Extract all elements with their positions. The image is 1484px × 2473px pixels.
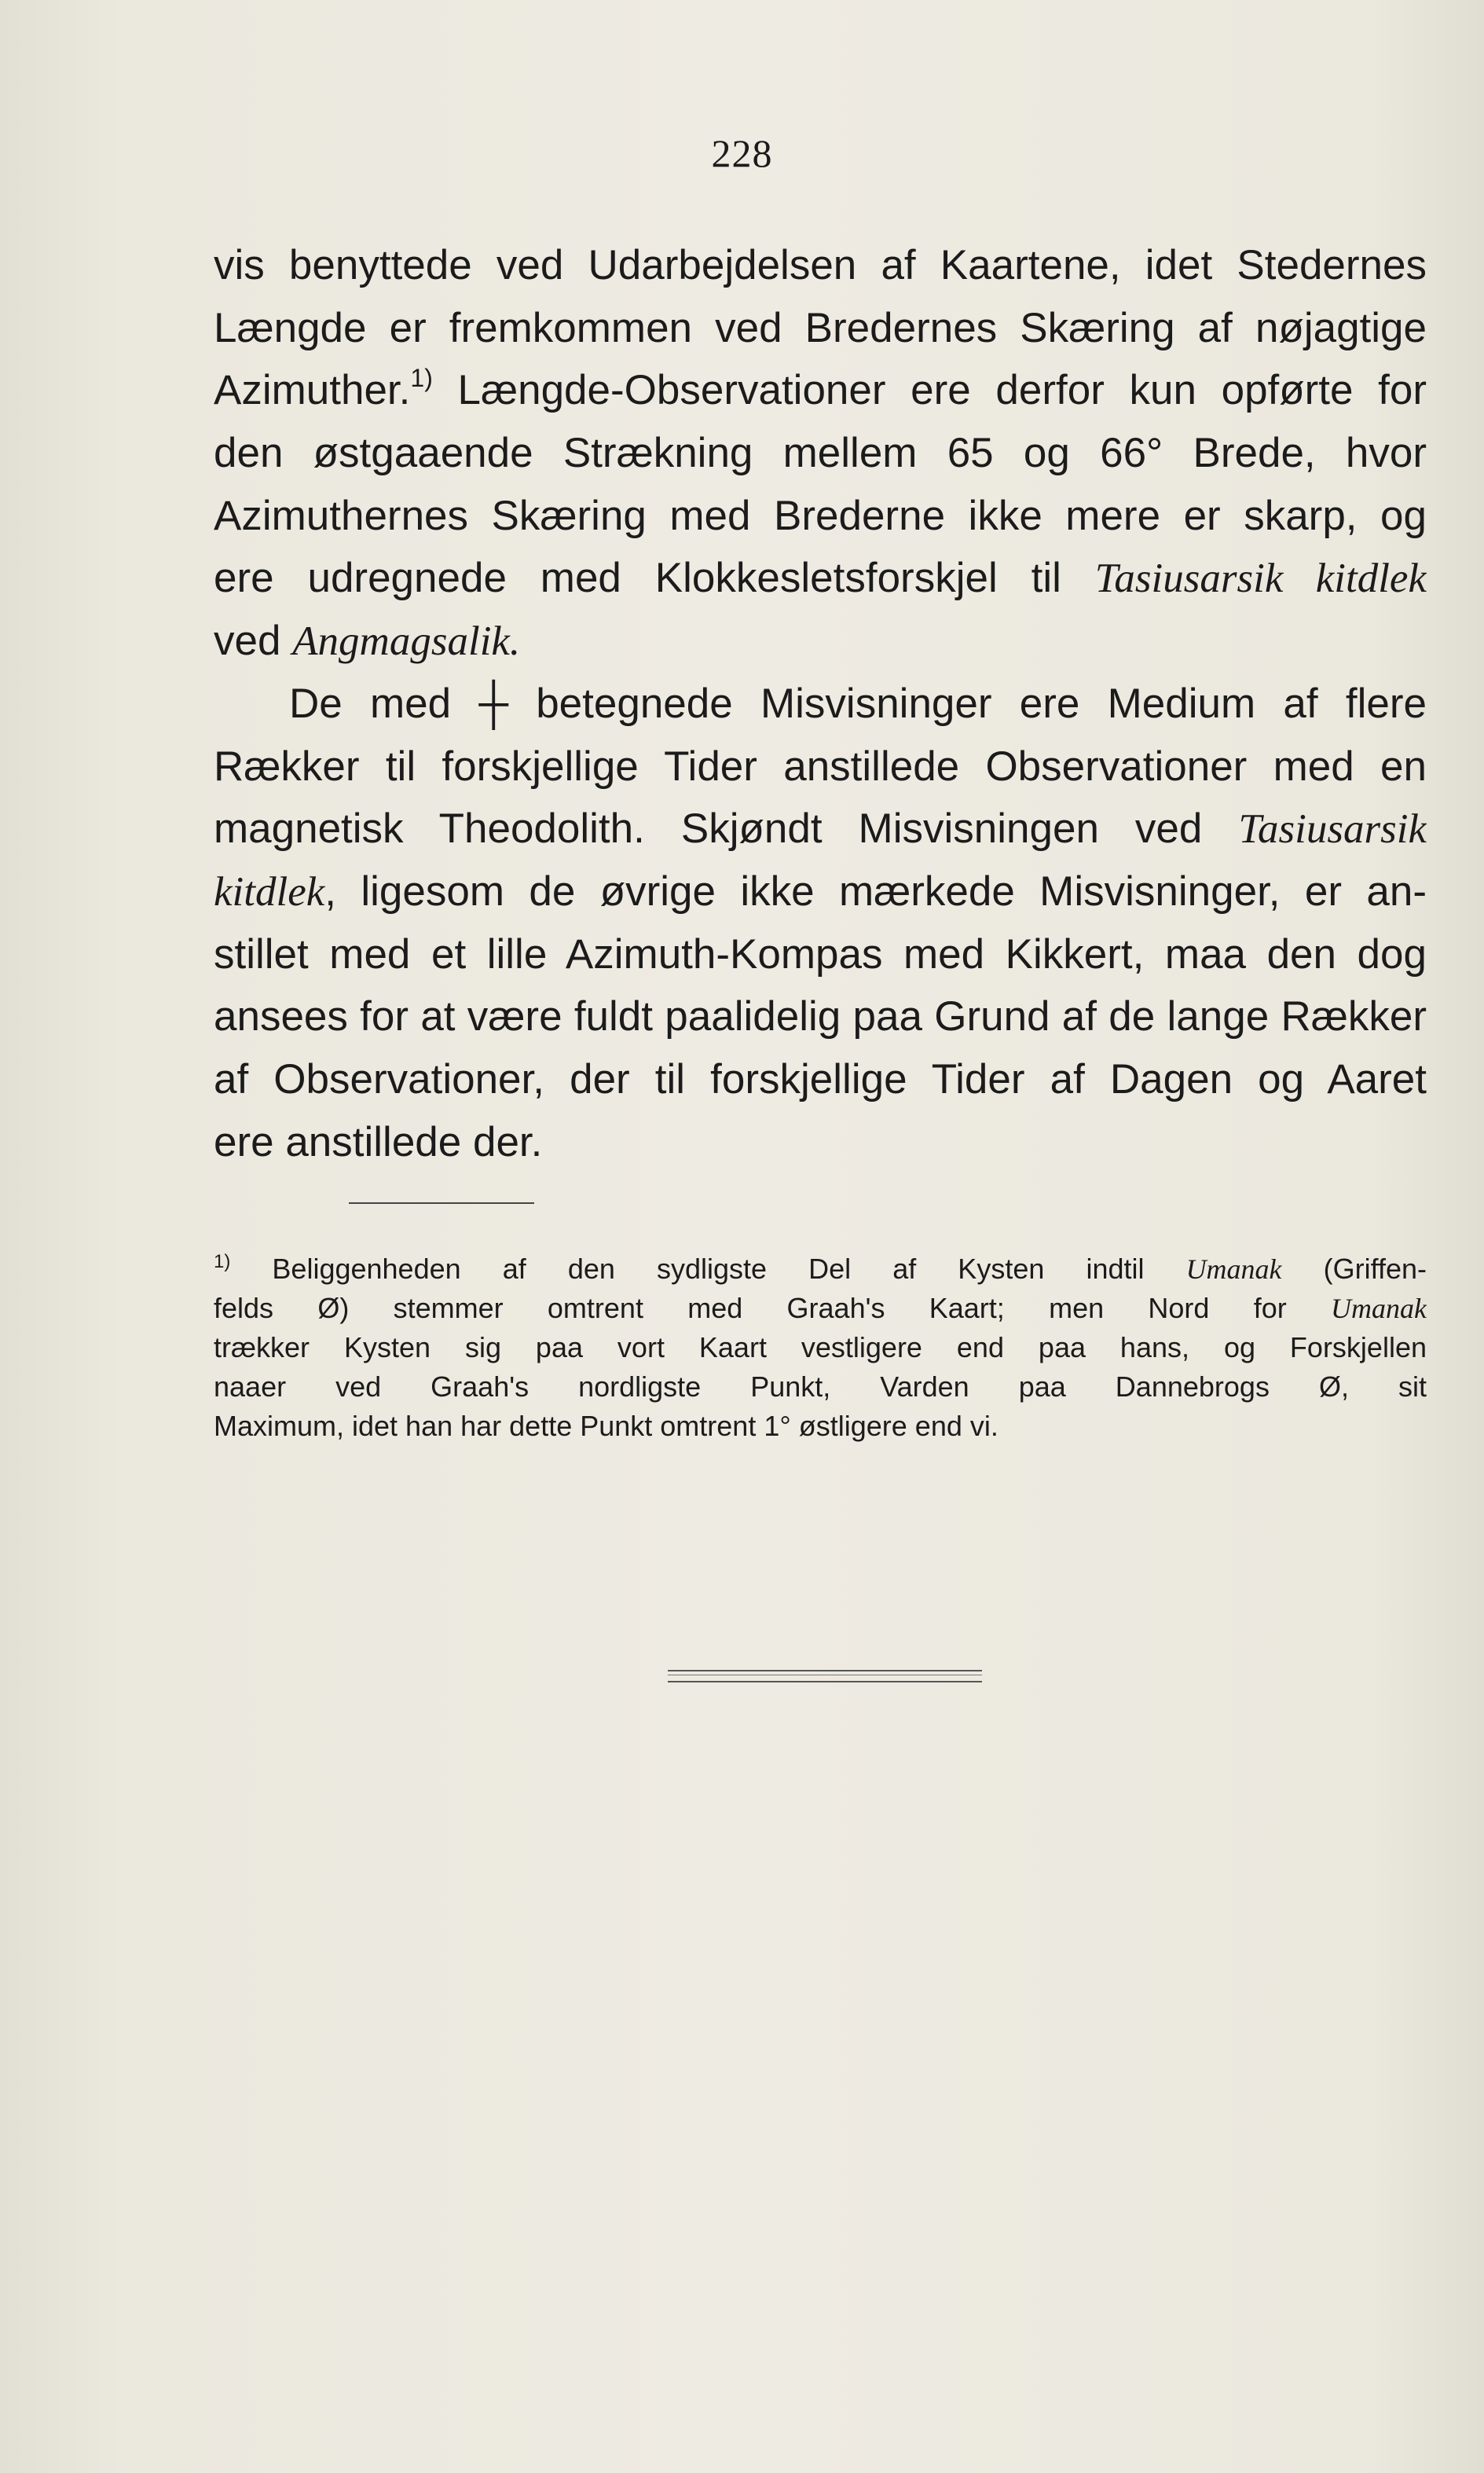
text-line (214, 610, 1427, 673)
text-line (214, 798, 1427, 860)
text-segment: ere udregnede med Klokkesletsforskjel til (214, 555, 1095, 602)
place-name: Tasiusarsik kitdlek (1094, 556, 1427, 602)
text-line (214, 359, 1427, 422)
place-name: Tasiusarsik (1238, 806, 1427, 853)
footnote-line: Maximum, idet han har dette Punkt omtrent 1° østligere end vi. (214, 1410, 998, 1442)
footnote-line: trækker Kysten sig paa vort Kaart vestligere end paa hans, og Forskjellen (214, 1331, 1427, 1363)
text-line: Længde er fremkommen ved Bredernes Skæring af nøjagtige (214, 304, 1427, 351)
text-line: Azimuthernes Skæring med Brederne ikke mere er skarp, og (214, 492, 1427, 539)
text-line: den østgaaende Strækning mellem 65 og 66° Brede, hvor (214, 430, 1427, 477)
footnote-marker: 1) (214, 1251, 231, 1272)
text-segment: Længde-Observationer ere derfor kun opførte for (432, 367, 1427, 414)
text-line (214, 860, 1427, 923)
text-segment: Beliggenheden af den sydligste Del af Kysten indtil (230, 1253, 1186, 1285)
footnote-line: naaer ved Graah's nordligste Punkt, Varden paa Dannebrogs Ø, sit (214, 1370, 1427, 1403)
place-name: Angmagsalik. (292, 618, 521, 665)
text-line: af Observationer, der til forskjellige Tider af Dagen og Aaret (214, 1055, 1427, 1103)
text-line: Rækker til forskjellige Tider anstillede Observationer med en (214, 743, 1427, 790)
place-name: Umanak (1331, 1293, 1427, 1324)
page-number: 228 (711, 131, 773, 175)
text-segment: felds Ø) stemmer omtrent med Graah's Kaart; men Nord for (214, 1292, 1332, 1324)
text-line: De med ┼ betegnede Misvisninger ere Medium af flere (289, 680, 1427, 727)
text-segment: Azimuther. (214, 367, 411, 414)
text-line: vis benyttede ved Udarbejdelsen af Kaartene, idet Stedernes (214, 242, 1427, 288)
footnote-separator (349, 1202, 534, 1204)
text-segment: ved (214, 618, 293, 665)
footnote-reference: 1) (410, 364, 433, 393)
footnote-line (214, 1249, 1427, 1289)
place-name: Umanak (1185, 1253, 1282, 1285)
text-segment: , ligesom de øvrige ikke mærkede Misvisninger, er an- (324, 868, 1427, 915)
text-segment: (Griffen- (1281, 1253, 1427, 1285)
place-name: kitdlek (214, 868, 325, 915)
text-line (214, 547, 1427, 610)
footnote (214, 1249, 1427, 1446)
end-ornament-rule (668, 1670, 982, 1682)
main-text (214, 234, 1427, 1173)
footnote-line (214, 1289, 1427, 1328)
text-line: ansees for at være fuldt paalidelig paa Grund af de lange Rækker (214, 993, 1427, 1040)
text-line: ere anstillede der. (214, 1118, 543, 1165)
text-line: stillet med et lille Azimuth-Kompas med Kikkert, maa den dog (214, 930, 1427, 978)
text-segment: magnetisk Theodolith. Skjøndt Misvisningen ved (214, 805, 1239, 853)
